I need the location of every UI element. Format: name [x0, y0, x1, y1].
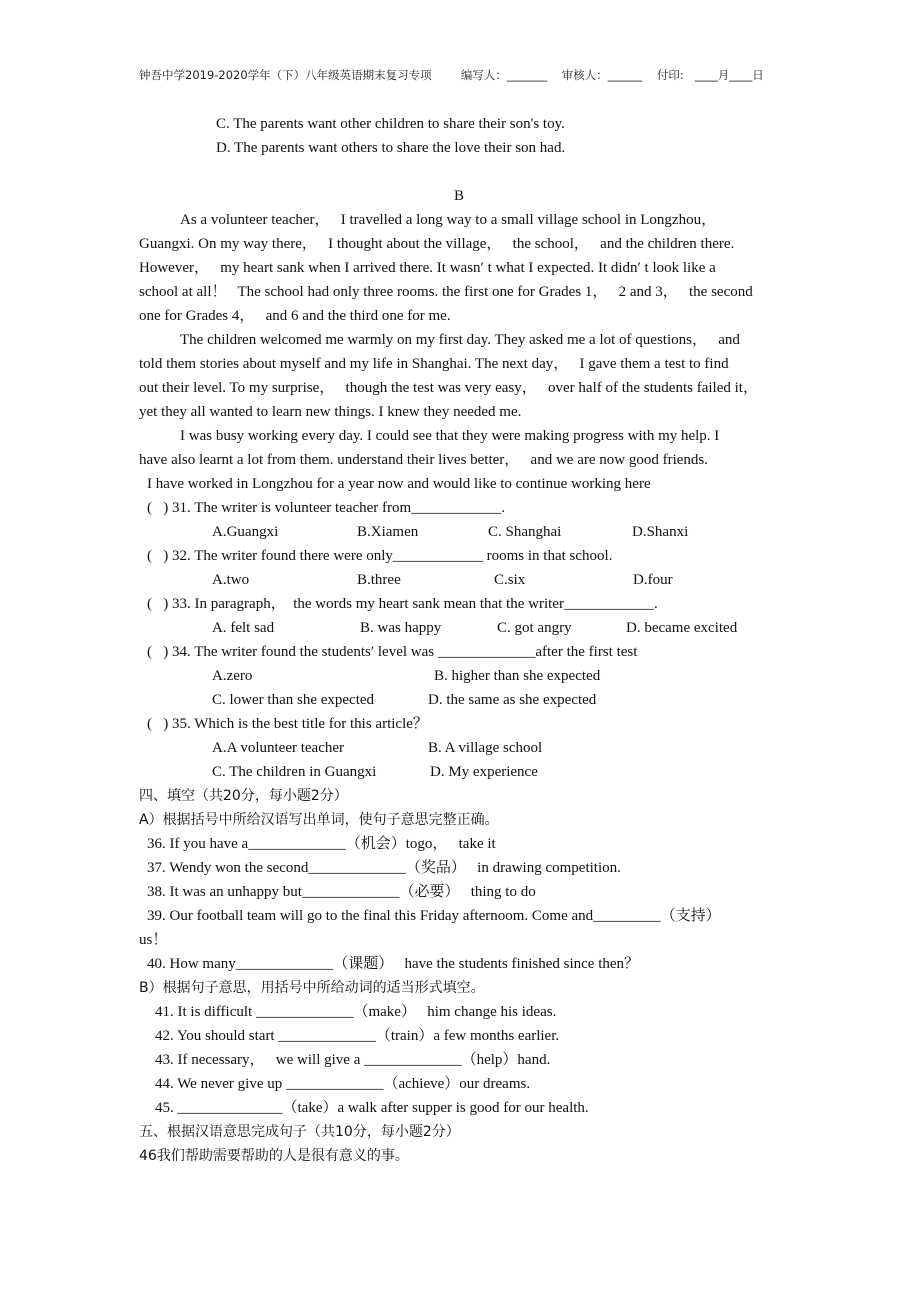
q33-option-a: A. felt sad: [212, 620, 275, 636]
item-43: 43. If necessary， we will give a _____________（help）hand.: [155, 1052, 551, 1068]
item-37: 37. Wendy won the second_____________（奖品） in drawing competition.: [147, 860, 621, 876]
q33-option-d: D. became excited: [626, 620, 738, 636]
passage-line: Guangxi. On my way there， I thought about the village， the school， and the children there.: [139, 236, 735, 252]
item-40: 40. How many_____________（课题） have the students finished since then？: [147, 956, 640, 972]
item-38: 38. It was an unhappy but_____________（必要） thing to do: [147, 884, 536, 900]
q34-option-c: C. lower than she expected: [212, 692, 375, 708]
question-32: ( ) 32. The writer found there were only____________ rooms in that school.: [147, 548, 613, 564]
section-4-part-a: A）根据括号中所给汉语写出单词，使句子意思完整正确。: [139, 812, 499, 828]
question-34: ( ) 34. The writer found the students′ level was _____________after the first test: [147, 644, 638, 660]
question-31: ( ) 31. The writer is volunteer teacher from____________.: [147, 500, 505, 516]
q35-option-c: C. The children in Guangxi: [212, 764, 377, 780]
section-5-title: 五、根据汉语意思完成句子（共10分，每小题2分）: [139, 1124, 460, 1140]
section-4-title: 四、填空（共20分，每小题2分）: [139, 788, 348, 804]
item-36: 36. If you have a_____________（机会）togo， take it: [147, 836, 496, 852]
item-41: 41. It is difficult _____________（make） him change his ideas.: [155, 1004, 557, 1020]
passage-line: yet they all wanted to learn new things. I knew they needed me.: [139, 404, 522, 420]
q33-option-c: C. got angry: [497, 620, 572, 636]
item-39: 39. Our football team will go to the final this Friday afternoom. Come and_________（支持）: [147, 908, 721, 924]
q31-option-c: C. Shanghai: [488, 524, 562, 540]
passage-line: I was busy working every day. I could see that they were making progress with my help. I: [180, 428, 720, 444]
option-d: D. The parents want others to share the love their son had.: [216, 140, 566, 156]
passage-line: I have worked in Longzhou for a year now and would like to continue working here: [147, 476, 651, 492]
q35-option-b: B. A village school: [428, 740, 543, 756]
passage-line: out their level. To my surprise， though the test was very easy， over half of the students failed it，: [139, 380, 758, 396]
passage-line: As a volunteer teacher， I travelled a long way to a small village school in Longzhou，: [180, 212, 717, 228]
question-33: ( ) 33. In paragraph， the words my heart sank mean that the writer____________.: [147, 596, 658, 612]
passage-line: one for Grades 4， and 6 and the third one for me.: [139, 308, 451, 324]
section-4-part-b: B）根据句子意思，用括号中所给动词的适当形式填空。: [139, 980, 485, 996]
q33-option-b: B. was happy: [360, 620, 442, 636]
passage-line: school at all！ The school had only three rooms. the first one for Grades 1， 2 and 3， the second: [139, 284, 753, 300]
q32-option-a: A.two: [212, 572, 250, 588]
q31-option-a: A.Guangxi: [212, 524, 279, 540]
section-b-title: B: [454, 188, 465, 204]
q34-option-a: A.zero: [212, 668, 253, 684]
q31-option-b: B.Xiamen: [357, 524, 419, 540]
page-header: 钟吾中学2019-2020学年（下）八年级英语期末复习专项 编写人：_______ 审核人：______ 付印: ____月____日: [139, 68, 764, 82]
item-42: 42. You should start _____________（train）a few months earlier.: [155, 1028, 560, 1044]
item-39-cont: us！: [139, 932, 168, 948]
passage-line: have also learnt a lot from them. understand their lives better， and we are now good friends.: [139, 452, 708, 468]
item-44: 44. We never give up _____________（achieve）our dreams.: [155, 1076, 531, 1092]
option-c: C. The parents want other children to share their son's toy.: [216, 116, 565, 132]
passage-line: However， my heart sank when I arrived there. It wasn′ t what I expected. It didn′ t look like a: [139, 260, 716, 276]
passage-line: told them stories about myself and my life in Shanghai. The next day， I gave them a test to find: [139, 356, 729, 372]
question-46: 46我们帮助需要帮助的人是很有意义的事。: [139, 1148, 409, 1164]
q34-option-b: B. higher than she expected: [434, 668, 601, 684]
q35-option-d: D. My experience: [430, 764, 538, 780]
q35-option-a: A.A volunteer teacher: [212, 740, 345, 756]
q31-option-d: D.Shanxi: [632, 524, 689, 540]
q32-option-d: D.four: [633, 572, 673, 588]
q32-option-c: C.six: [494, 572, 526, 588]
q34-option-d: D. the same as she expected: [428, 692, 597, 708]
question-35: ( ) 35. Which is the best title for this article？: [147, 716, 428, 732]
q32-option-b: B.three: [357, 572, 401, 588]
item-45: 45. ______________（take）a walk after supper is good for our health.: [155, 1100, 589, 1116]
passage-line: The children welcomed me warmly on my first day. They asked me a lot of questions， and: [180, 332, 740, 348]
